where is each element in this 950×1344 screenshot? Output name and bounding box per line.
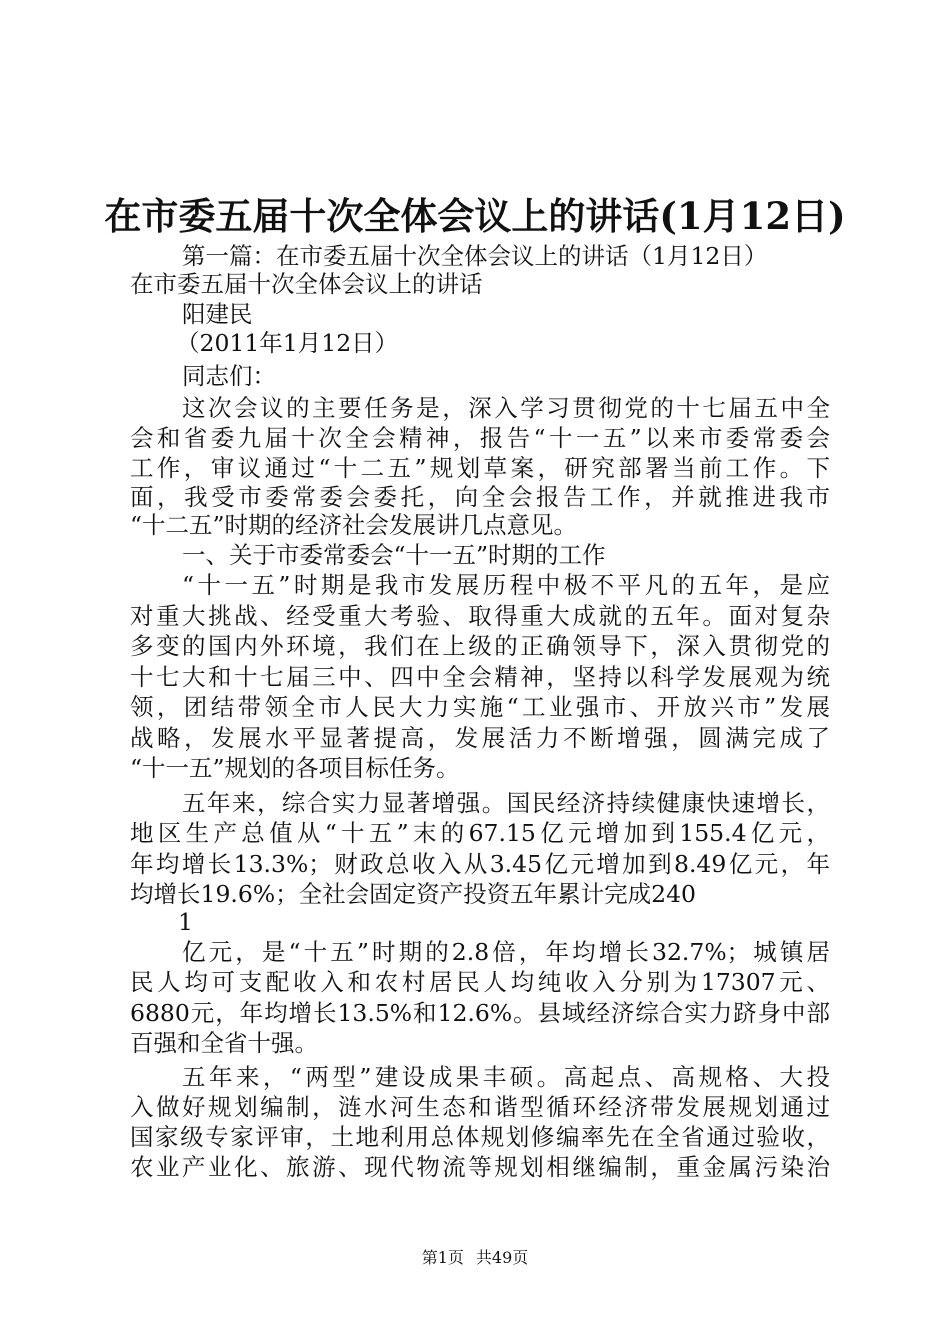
text-line: 均增长19.6%；全社会固定资产投资五年累计完成240: [130, 880, 697, 908]
text-line: 年均增长13.3%；财政总收入从3.45亿元增加到8.49亿元，年: [130, 850, 830, 878]
text-line: 第一篇：在市委五届十次全体会议上的讲话（1月12日）: [182, 242, 768, 270]
text-line: “十一五”规划的各项目标任务。: [130, 754, 460, 782]
text-line: 对重大挑战、经受重大考验、取得重大成就的五年。面对复杂: [130, 602, 830, 630]
text-line: 面，我受市委常委会委托，向全会报告工作，并就推进我市: [130, 483, 830, 511]
text-line: 农业产业化、旅游、现代物流等规划相继编制，重金属污染治: [130, 1153, 830, 1181]
text-line: 同志们：: [182, 362, 276, 390]
text-line: 工作，审议通过“十二五”规划草案，研究部署当前工作。下: [130, 454, 830, 482]
text-line: 多变的国内外环境，我们在上级的正确领导下，深入贯彻党的: [130, 632, 830, 660]
text-line: 入做好规划编制，涟水河生态和谐型循环经济带发展规划通过: [130, 1093, 830, 1121]
document-title: 在市委五届十次全体会议上的讲话(1月12日): [104, 194, 846, 238]
text-line: 地区生产总值从“十五”末的67.15亿元增加到155.4亿元，: [130, 819, 830, 847]
text-line: 在市委五届十次全体会议上的讲话: [130, 270, 483, 298]
page-footer: [0, 1245, 950, 1268]
text-line: 会和省委九届十次全会精神，报告“十一五”以来市委常委会: [130, 424, 830, 452]
text-line: （2011年1月12日）: [176, 329, 399, 357]
page-number: 第1页: [421, 1248, 464, 1267]
text-line: 战略，发展水平显著提高，发展活力不断增强，圆满完成了: [130, 724, 830, 752]
text-line: 这次会议的主要任务是，深入学习贯彻党的十七届五中全: [182, 394, 830, 422]
text-line: 亿元，是“十五”时期的2.8倍，年均增长32.7%；城镇居: [182, 938, 830, 966]
text-line: 国家级专家评审，土地利用总体规划修编率先在全省通过验收，: [130, 1123, 830, 1151]
text-line: 百强和全省十强。: [130, 1029, 318, 1057]
text-line: 阳建民: [182, 300, 253, 328]
text-line: 民人均可支配收入和农村居民人均纯收入分别为17307元、: [130, 968, 830, 996]
text-line: 五年来，综合实力显著增强。国民经济持续健康快速增长，: [182, 789, 830, 817]
text-line: 领，团结带领全市人民大力实施“工业强市、开放兴市”发展: [130, 693, 830, 721]
text-line: “十一五”时期是我市发展历程中极不平凡的五年，是应: [182, 571, 830, 599]
text-line: 十七大和十七届三中、四中全会精神，坚持以科学发展观为统: [130, 663, 830, 691]
text-line: 6880元，年均增长13.5%和12.6%。县域经济综合实力跻身中部: [130, 999, 830, 1027]
page-total: 共49页: [475, 1248, 529, 1267]
page-marker: 1: [178, 908, 193, 936]
section-heading: 一、关于市委常委会“十一五”时期的工作: [182, 541, 606, 569]
text-line: “十二五”时期的经济社会发展讲几点意见。: [130, 511, 578, 539]
text-line: 五年来，“两型”建设成果丰硕。高起点、高规格、大投: [182, 1063, 830, 1091]
